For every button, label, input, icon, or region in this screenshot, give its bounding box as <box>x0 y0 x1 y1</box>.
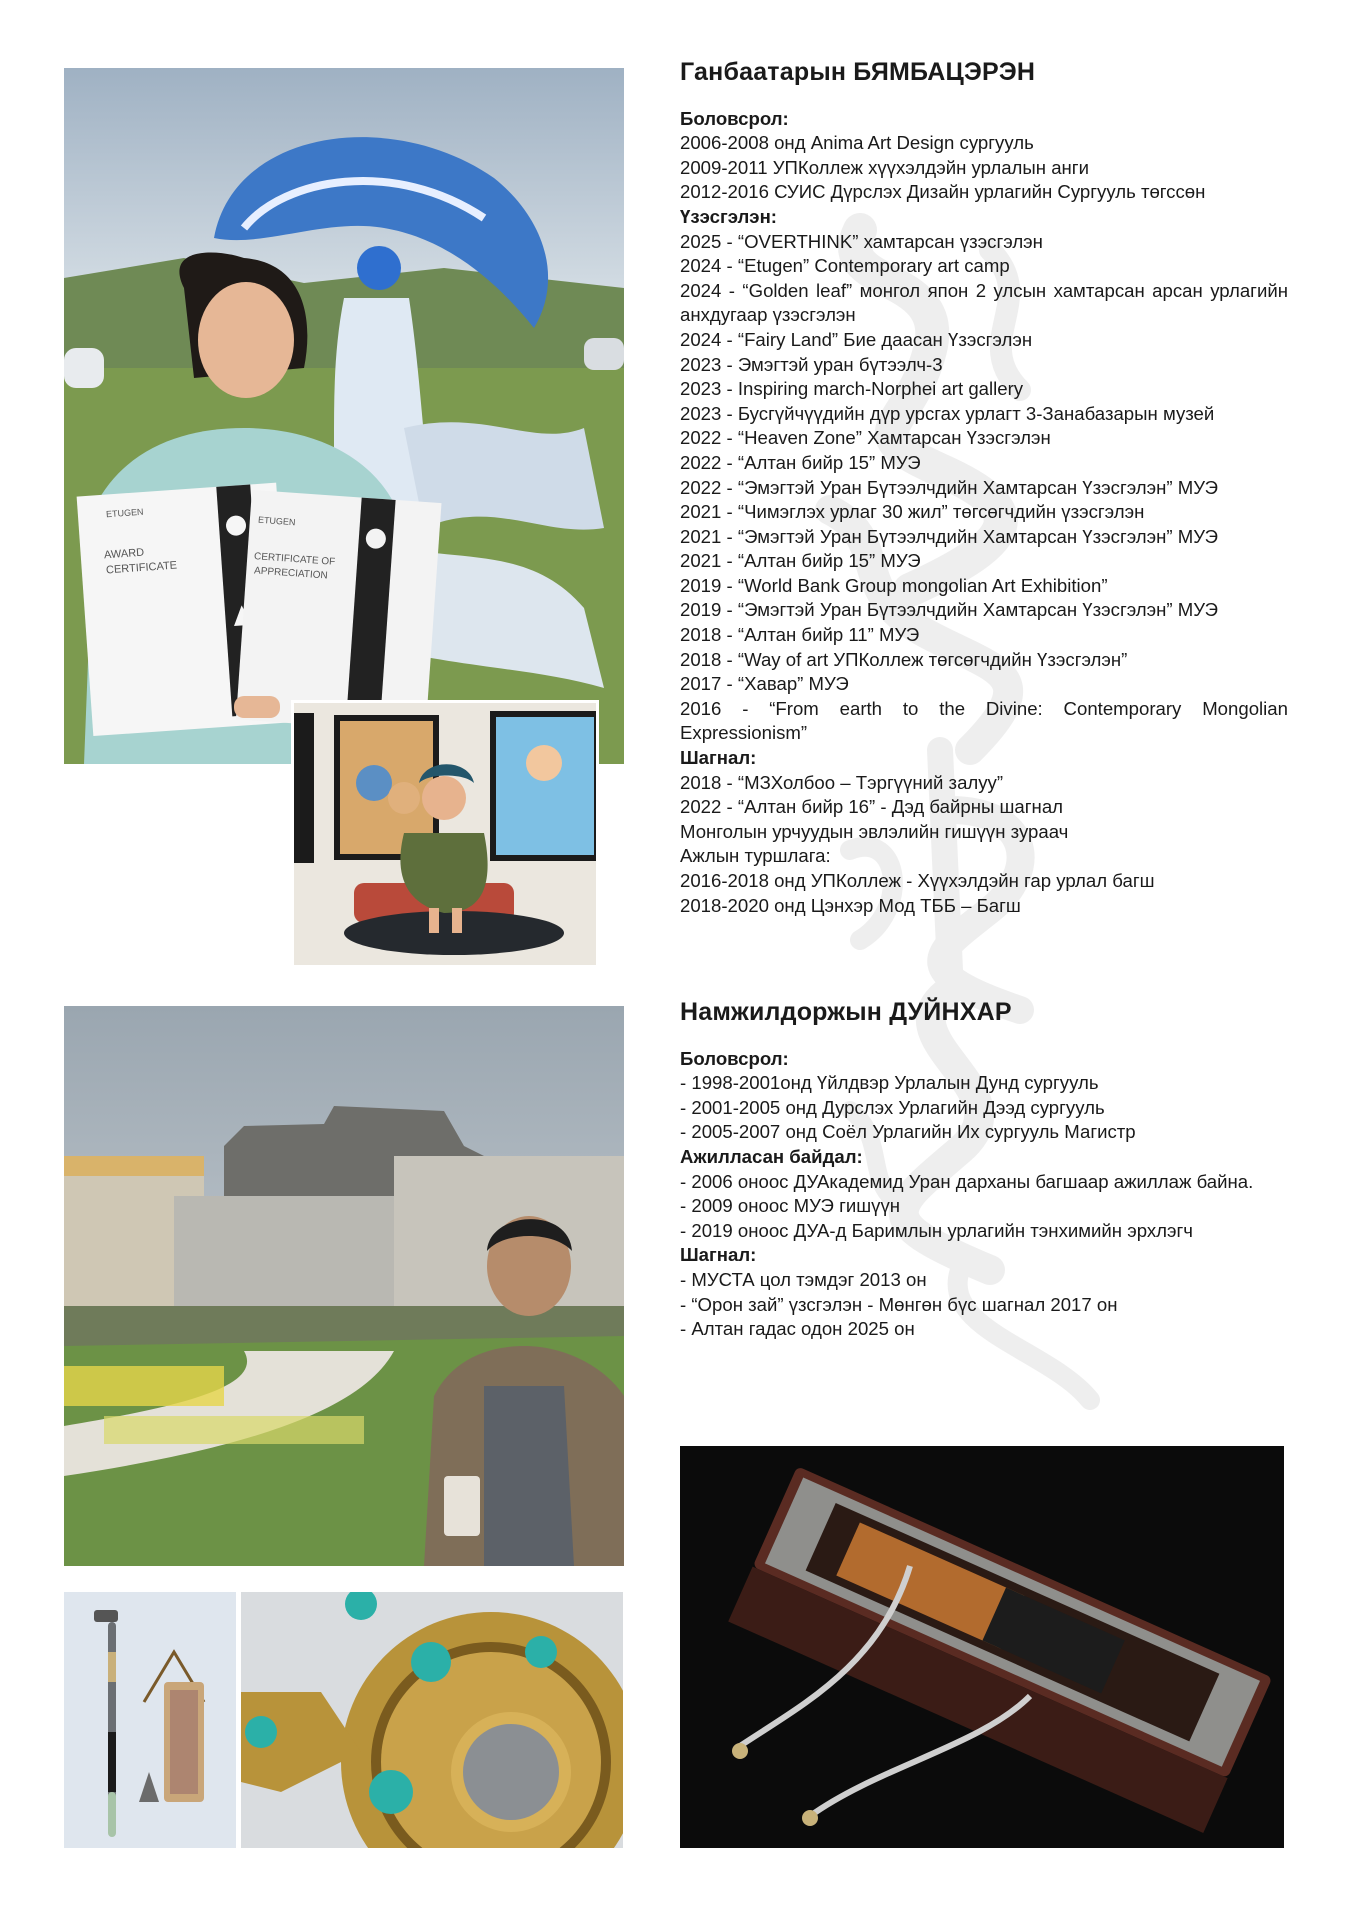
section-heading: Шагнал: <box>680 747 757 769</box>
section-awards <box>680 746 1288 918</box>
bio-line: 2018-2020 онд Цэнхэр Мод ТББ – Багш <box>680 894 1021 916</box>
bio-line: 2025 - “OVERTHINK” хамтарсан үзэсгэлэн <box>680 230 1043 252</box>
bio-line: 2019 - “World Bank Group mongolian Art Exhibition” <box>680 574 1108 596</box>
bio-line: 2023 - Эмэгтэй уран бүтээлч-3 <box>680 353 943 375</box>
bio-line: 2018 - “Way of art УПКоллеж төгсөгчдийн Үзэсгэлэн” <box>680 648 1128 670</box>
bio-line: 2021 - “Алтан бийр 15” МУЭ <box>680 550 921 572</box>
bio-line: Ажлын туршлага: <box>680 845 831 867</box>
bio-line: 2021 - “Эмэгтэй Уран Бүтээлчдийн Хамтарсан Үзэсгэлэн” МУЭ <box>680 525 1219 547</box>
section-heading: Ажилласан байдал: <box>680 1145 863 1167</box>
bio-line: 2019 - “Эмэгтэй Уран Бүтээлчдийн Хамтарсан Үзэсгэлэн” МУЭ <box>680 599 1219 621</box>
bio-line: - 2019 оноос ДУА-д Баримлын урлагийн тэнхимийн эрхлэгч <box>680 1219 1193 1241</box>
bio-line: 2022 - “Эмэгтэй Уран Бүтээлчдийн Хамтарсан Үзэсгэлэн” МУЭ <box>680 476 1219 498</box>
artist-name: Намжилдоржын ДУЙНХАР <box>680 998 1012 1026</box>
certificate-left-brand: ETUGEN <box>105 506 144 520</box>
section-exhibitions <box>680 205 1288 746</box>
section-heading: Шагнал: <box>680 1244 757 1266</box>
bio-line: - 2001-2005 онд Дурслэх Урлагийн Дээд сургууль <box>680 1096 1105 1118</box>
bio-line: 2009-2011 УПКоллеж хүүхэлдэйн урлалын анги <box>680 156 1089 178</box>
artist-bio-duinkhar <box>680 1000 1288 1342</box>
bio-line: Монголын урчуудын эвлэлийн гишүүн зураач <box>680 820 1069 842</box>
section-heading: Боловсрол: <box>680 107 789 129</box>
bio-line: - 2006 оноос ДУАкадемид Уран дарханы багшаар ажиллаж байна. <box>680 1170 1254 1192</box>
certificate-right-brand: ETUGEN <box>257 514 296 528</box>
bio-line: 2024 - “Golden leaf” монгол япон 2 улсын хамтарсан арсан урлагийн анхдугаар үзэсгэлэн <box>680 279 1288 326</box>
bio-line: - Алтан гадас одон 2025 он <box>680 1318 915 1340</box>
bio-line: 2022 - “Алтан бийр 16” - Дэд байрны шагнал <box>680 796 1064 818</box>
bio-line: - 1998-2001онд Үйлдвэр Урлалын Дунд сургууль <box>680 1072 1099 1094</box>
certificate-left-title2: CERTIFICATE <box>105 559 178 577</box>
bio-line: 2016 - “From earth to the Divine: Contemporary Mongolian Expressionism” <box>680 697 1288 744</box>
section-work <box>680 1145 1288 1243</box>
section-heading: Боловсрол: <box>680 1047 789 1069</box>
section-heading: Үзэсгэлэн: <box>680 205 777 227</box>
bio-line: 2006-2008 онд Anima Art Design сургууль <box>680 132 1034 154</box>
certificate-right-title2: APPRECIATION <box>253 565 329 582</box>
photo-ornamented-box <box>680 1446 1284 1848</box>
photo-artist-in-garden <box>64 1006 624 1566</box>
artist-name: Ганбаатарын БЯМБАЦЭРЭН <box>680 58 1036 86</box>
bio-line: 2016-2018 онд УПКоллеж - Хүүхэлдэйн гар урлал багш <box>680 870 1155 891</box>
photo-turquoise-ornament <box>241 1592 623 1848</box>
photo-pipe-and-pouch <box>64 1592 236 1848</box>
bio-line: 2022 - “Heaven Zone” Хамтарсан Үзэсгэлэн <box>680 427 1051 449</box>
bio-line: - МУСТА цол тэмдэг 2013 он <box>680 1268 927 1290</box>
bio-line: 2023 - Inspiring march-Norphei art gallery <box>680 378 1024 400</box>
photo-artist-with-sculpture <box>64 68 624 764</box>
artist-bio-byambatseren <box>680 60 1288 918</box>
section-awards <box>680 1243 1288 1341</box>
bio-line: - “Орон зай” үзсгэлэн - Мөнгөн бүс шагнал 2017 он <box>680 1293 1118 1315</box>
section-education <box>680 107 1288 205</box>
bio-line: - 2005-2007 онд Соёл Урлагийн Их сургууль Магистр <box>680 1121 1136 1143</box>
bio-line: 2024 - “Fairy Land” Бие даасан Үзэсгэлэн <box>680 328 1033 350</box>
bio-line: 2012-2016 СУИС Дүрслэх Дизайн урлагийн Сургууль төгссөн <box>680 181 1206 203</box>
bio-line: 2021 - “Чимэглэх урлаг 30 жил” төгсөгчдийн үзэсгэлэн <box>680 501 1145 523</box>
certificate-right-title1: CERTIFICATE OF <box>253 551 336 568</box>
bio-line: 2023 - Бусгүйчүүдийн дүр урсгах урлагт 3-Занабазарын музей <box>680 402 1215 424</box>
photo-gallery-doll-sculpture <box>291 700 599 968</box>
bio-line: - 2009 оноос МУЭ гишүүн <box>680 1195 901 1217</box>
certificate-left-title1: AWARD <box>103 546 145 562</box>
bio-line: 2024 - “Etugen” Contemporary art camp <box>680 255 1010 277</box>
bio-line: 2022 - “Алтан бийр 15” МУЭ <box>680 451 921 473</box>
bio-line: 2017 - “Хавар” МУЭ <box>680 673 849 695</box>
bio-line: 2018 - “Алтан бийр 11” МУЭ <box>680 624 920 646</box>
section-education <box>680 1047 1288 1145</box>
bio-line: 2018 - “МЗХолбоо – Тэргүүний залуу” <box>680 771 1004 793</box>
